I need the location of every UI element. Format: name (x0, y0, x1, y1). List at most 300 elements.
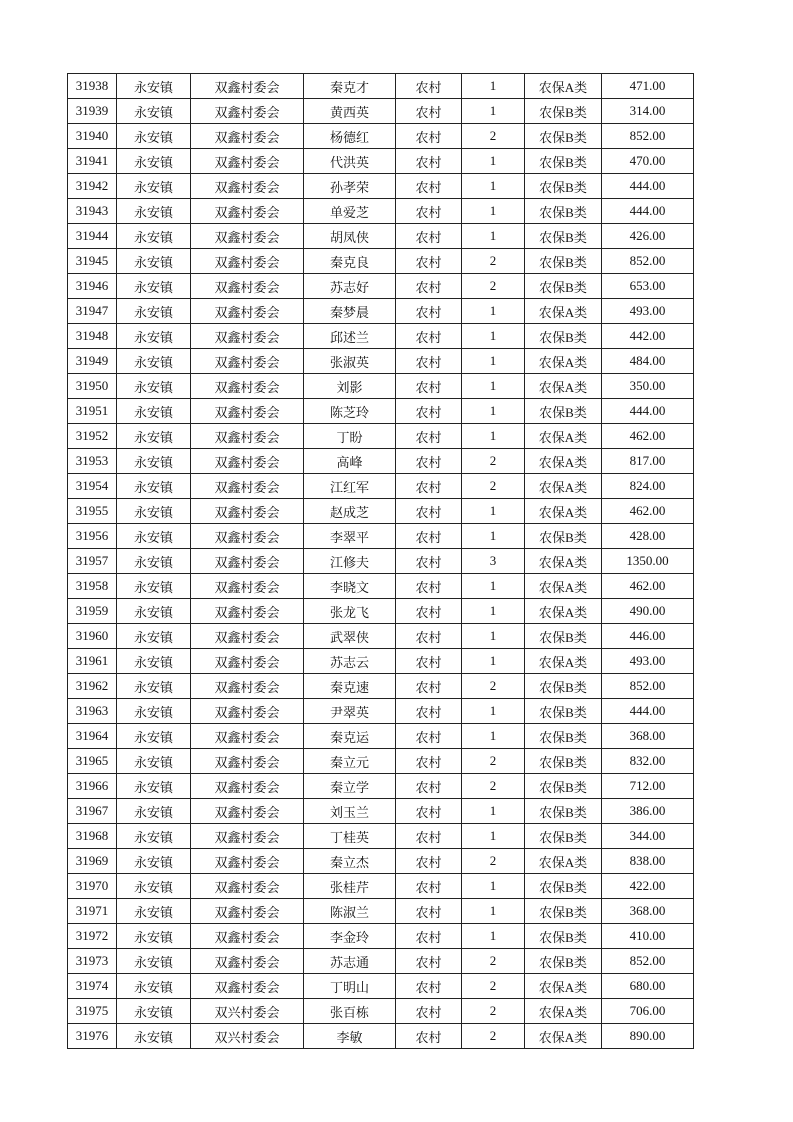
amount-cell: 471.00 (602, 74, 694, 99)
table-row (68, 299, 694, 324)
insurance-category-cell: 农保A类 (525, 849, 602, 874)
insurance-category-cell: 农保A类 (525, 499, 602, 524)
village-committee-cell: 双鑫村委会 (191, 474, 304, 499)
person-name-cell: 秦克运 (304, 724, 396, 749)
household-count-cell: 3 (462, 549, 525, 574)
insurance-category-cell: 农保B类 (525, 774, 602, 799)
town-cell: 永安镇 (117, 124, 191, 149)
amount-cell: 462.00 (602, 499, 694, 524)
town-cell: 永安镇 (117, 974, 191, 999)
household-count-cell: 1 (462, 924, 525, 949)
town-cell: 永安镇 (117, 424, 191, 449)
insurance-category-cell: 农保A类 (525, 549, 602, 574)
table-row (68, 674, 694, 699)
town-cell: 永安镇 (117, 599, 191, 624)
insurance-category-cell: 农保B类 (525, 524, 602, 549)
town-cell: 永安镇 (117, 149, 191, 174)
town-cell: 永安镇 (117, 399, 191, 424)
amount-cell: 386.00 (602, 799, 694, 824)
household-count-cell: 2 (462, 774, 525, 799)
village-committee-cell: 双鑫村委会 (191, 849, 304, 874)
residence-type-cell: 农村 (396, 374, 462, 399)
amount-cell: 824.00 (602, 474, 694, 499)
village-committee-cell: 双鑫村委会 (191, 749, 304, 774)
town-cell: 永安镇 (117, 274, 191, 299)
amount-cell: 368.00 (602, 899, 694, 924)
village-committee-cell: 双鑫村委会 (191, 674, 304, 699)
amount-cell: 422.00 (602, 874, 694, 899)
insurance-category-cell: 农保B类 (525, 799, 602, 824)
table-row (68, 774, 694, 799)
record-id-cell: 31971 (68, 899, 117, 924)
amount-cell: 444.00 (602, 699, 694, 724)
insurance-category-cell: 农保B类 (525, 399, 602, 424)
residence-type-cell: 农村 (396, 924, 462, 949)
residence-type-cell: 农村 (396, 549, 462, 574)
insurance-category-cell: 农保B类 (525, 324, 602, 349)
household-count-cell: 1 (462, 99, 525, 124)
table-row (68, 549, 694, 574)
household-count-cell: 1 (462, 574, 525, 599)
household-count-cell: 1 (462, 599, 525, 624)
town-cell: 永安镇 (117, 699, 191, 724)
household-count-cell: 1 (462, 349, 525, 374)
insurance-category-cell: 农保A类 (525, 999, 602, 1024)
records-table (67, 73, 694, 1049)
amount-cell: 428.00 (602, 524, 694, 549)
town-cell: 永安镇 (117, 999, 191, 1024)
town-cell: 永安镇 (117, 374, 191, 399)
household-count-cell: 1 (462, 499, 525, 524)
household-count-cell: 2 (462, 124, 525, 149)
residence-type-cell: 农村 (396, 424, 462, 449)
residence-type-cell: 农村 (396, 899, 462, 924)
village-committee-cell: 双鑫村委会 (191, 274, 304, 299)
table-row (68, 874, 694, 899)
amount-cell: 470.00 (602, 149, 694, 174)
amount-cell: 410.00 (602, 924, 694, 949)
person-name-cell: 邱述兰 (304, 324, 396, 349)
amount-cell: 706.00 (602, 999, 694, 1024)
town-cell: 永安镇 (117, 849, 191, 874)
person-name-cell: 江修夫 (304, 549, 396, 574)
record-id-cell: 31938 (68, 74, 117, 99)
household-count-cell: 1 (462, 624, 525, 649)
residence-type-cell: 农村 (396, 1024, 462, 1049)
household-count-cell: 1 (462, 74, 525, 99)
record-id-cell: 31940 (68, 124, 117, 149)
person-name-cell: 代洪英 (304, 149, 396, 174)
household-count-cell: 2 (462, 474, 525, 499)
residence-type-cell: 农村 (396, 724, 462, 749)
table-row (68, 799, 694, 824)
table-body (68, 74, 694, 1049)
village-committee-cell: 双鑫村委会 (191, 524, 304, 549)
residence-type-cell: 农村 (396, 649, 462, 674)
household-count-cell: 2 (462, 999, 525, 1024)
record-id-cell: 31948 (68, 324, 117, 349)
record-id-cell: 31954 (68, 474, 117, 499)
person-name-cell: 胡凤侠 (304, 224, 396, 249)
amount-cell: 368.00 (602, 724, 694, 749)
insurance-category-cell: 农保A类 (525, 424, 602, 449)
person-name-cell: 孙孝荣 (304, 174, 396, 199)
town-cell: 永安镇 (117, 449, 191, 474)
table-row (68, 324, 694, 349)
village-committee-cell: 双鑫村委会 (191, 799, 304, 824)
village-committee-cell: 双鑫村委会 (191, 574, 304, 599)
amount-cell: 852.00 (602, 674, 694, 699)
household-count-cell: 2 (462, 674, 525, 699)
record-id-cell: 31974 (68, 974, 117, 999)
residence-type-cell: 农村 (396, 524, 462, 549)
person-name-cell: 秦克速 (304, 674, 396, 699)
insurance-category-cell: 农保B类 (525, 249, 602, 274)
person-name-cell: 江红军 (304, 474, 396, 499)
person-name-cell: 尹翠英 (304, 699, 396, 724)
village-committee-cell: 双鑫村委会 (191, 774, 304, 799)
insurance-category-cell: 农保A类 (525, 974, 602, 999)
record-id-cell: 31961 (68, 649, 117, 674)
person-name-cell: 高峰 (304, 449, 396, 474)
table-row (68, 474, 694, 499)
residence-type-cell: 农村 (396, 774, 462, 799)
amount-cell: 712.00 (602, 774, 694, 799)
person-name-cell: 苏志通 (304, 949, 396, 974)
village-committee-cell: 双鑫村委会 (191, 424, 304, 449)
insurance-category-cell: 农保A类 (525, 599, 602, 624)
household-count-cell: 1 (462, 299, 525, 324)
insurance-category-cell: 农保B类 (525, 674, 602, 699)
table-row (68, 524, 694, 549)
table-row (68, 899, 694, 924)
amount-cell: 680.00 (602, 974, 694, 999)
town-cell: 永安镇 (117, 624, 191, 649)
table-row (68, 749, 694, 774)
amount-cell: 852.00 (602, 249, 694, 274)
village-committee-cell: 双鑫村委会 (191, 324, 304, 349)
household-count-cell: 1 (462, 424, 525, 449)
village-committee-cell: 双鑫村委会 (191, 949, 304, 974)
amount-cell: 484.00 (602, 349, 694, 374)
residence-type-cell: 农村 (396, 474, 462, 499)
table-row (68, 924, 694, 949)
insurance-category-cell: 农保B类 (525, 899, 602, 924)
town-cell: 永安镇 (117, 349, 191, 374)
town-cell: 永安镇 (117, 74, 191, 99)
residence-type-cell: 农村 (396, 824, 462, 849)
person-name-cell: 李翠平 (304, 524, 396, 549)
household-count-cell: 1 (462, 874, 525, 899)
record-id-cell: 31946 (68, 274, 117, 299)
village-committee-cell: 双鑫村委会 (191, 549, 304, 574)
table-row (68, 649, 694, 674)
town-cell: 永安镇 (117, 824, 191, 849)
record-id-cell: 31952 (68, 424, 117, 449)
village-committee-cell: 双鑫村委会 (191, 724, 304, 749)
insurance-category-cell: 农保B类 (525, 149, 602, 174)
table-row (68, 499, 694, 524)
household-count-cell: 1 (462, 174, 525, 199)
village-committee-cell: 双鑫村委会 (191, 374, 304, 399)
table-row (68, 174, 694, 199)
household-count-cell: 1 (462, 199, 525, 224)
insurance-category-cell: 农保A类 (525, 474, 602, 499)
village-committee-cell: 双鑫村委会 (191, 699, 304, 724)
village-committee-cell: 双鑫村委会 (191, 299, 304, 324)
amount-cell: 1350.00 (602, 549, 694, 574)
amount-cell: 462.00 (602, 424, 694, 449)
village-committee-cell: 双鑫村委会 (191, 399, 304, 424)
amount-cell: 444.00 (602, 174, 694, 199)
village-committee-cell: 双鑫村委会 (191, 874, 304, 899)
insurance-category-cell: 农保A类 (525, 574, 602, 599)
residence-type-cell: 农村 (396, 999, 462, 1024)
insurance-category-cell: 农保B类 (525, 699, 602, 724)
town-cell: 永安镇 (117, 499, 191, 524)
residence-type-cell: 农村 (396, 299, 462, 324)
town-cell: 永安镇 (117, 874, 191, 899)
town-cell: 永安镇 (117, 649, 191, 674)
table-row (68, 249, 694, 274)
village-committee-cell: 双鑫村委会 (191, 649, 304, 674)
residence-type-cell: 农村 (396, 149, 462, 174)
person-name-cell: 杨德红 (304, 124, 396, 149)
person-name-cell: 秦立杰 (304, 849, 396, 874)
town-cell: 永安镇 (117, 799, 191, 824)
village-committee-cell: 双鑫村委会 (191, 499, 304, 524)
amount-cell: 890.00 (602, 1024, 694, 1049)
amount-cell: 493.00 (602, 299, 694, 324)
insurance-category-cell: 农保B类 (525, 749, 602, 774)
household-count-cell: 1 (462, 374, 525, 399)
town-cell: 永安镇 (117, 199, 191, 224)
record-id-cell: 31968 (68, 824, 117, 849)
record-id-cell: 31957 (68, 549, 117, 574)
town-cell: 永安镇 (117, 99, 191, 124)
insurance-category-cell: 农保A类 (525, 449, 602, 474)
town-cell: 永安镇 (117, 924, 191, 949)
village-committee-cell: 双鑫村委会 (191, 199, 304, 224)
record-id-cell: 31950 (68, 374, 117, 399)
person-name-cell: 丁桂英 (304, 824, 396, 849)
village-committee-cell: 双鑫村委会 (191, 249, 304, 274)
village-committee-cell: 双鑫村委会 (191, 974, 304, 999)
insurance-category-cell: 农保A类 (525, 649, 602, 674)
record-id-cell: 31945 (68, 249, 117, 274)
person-name-cell: 陈淑兰 (304, 899, 396, 924)
insurance-category-cell: 农保A类 (525, 374, 602, 399)
household-count-cell: 1 (462, 649, 525, 674)
person-name-cell: 李晓文 (304, 574, 396, 599)
record-id-cell: 31975 (68, 999, 117, 1024)
household-count-cell: 2 (462, 849, 525, 874)
record-id-cell: 31960 (68, 624, 117, 649)
person-name-cell: 秦立元 (304, 749, 396, 774)
insurance-category-cell: 农保B类 (525, 274, 602, 299)
household-count-cell: 1 (462, 524, 525, 549)
person-name-cell: 单爱芝 (304, 199, 396, 224)
record-id-cell: 31955 (68, 499, 117, 524)
record-id-cell: 31951 (68, 399, 117, 424)
amount-cell: 444.00 (602, 399, 694, 424)
table-row (68, 424, 694, 449)
insurance-category-cell: 农保A类 (525, 299, 602, 324)
person-name-cell: 黄西英 (304, 99, 396, 124)
amount-cell: 653.00 (602, 274, 694, 299)
record-id-cell: 31947 (68, 299, 117, 324)
residence-type-cell: 农村 (396, 399, 462, 424)
person-name-cell: 张桂芹 (304, 874, 396, 899)
record-id-cell: 31956 (68, 524, 117, 549)
table-row (68, 224, 694, 249)
village-committee-cell: 双鑫村委会 (191, 824, 304, 849)
residence-type-cell: 农村 (396, 799, 462, 824)
residence-type-cell: 农村 (396, 349, 462, 374)
town-cell: 永安镇 (117, 324, 191, 349)
person-name-cell: 秦克良 (304, 249, 396, 274)
record-id-cell: 31965 (68, 749, 117, 774)
insurance-category-cell: 农保B类 (525, 874, 602, 899)
table-row (68, 699, 694, 724)
amount-cell: 462.00 (602, 574, 694, 599)
residence-type-cell: 农村 (396, 224, 462, 249)
residence-type-cell: 农村 (396, 624, 462, 649)
record-id-cell: 31967 (68, 799, 117, 824)
person-name-cell: 陈芝玲 (304, 399, 396, 424)
insurance-category-cell: 农保A类 (525, 349, 602, 374)
village-committee-cell: 双鑫村委会 (191, 624, 304, 649)
amount-cell: 852.00 (602, 949, 694, 974)
household-count-cell: 2 (462, 449, 525, 474)
table-row (68, 599, 694, 624)
household-count-cell: 2 (462, 749, 525, 774)
village-committee-cell: 双鑫村委会 (191, 99, 304, 124)
record-id-cell: 31963 (68, 699, 117, 724)
insurance-category-cell: 农保B类 (525, 624, 602, 649)
table-row (68, 724, 694, 749)
insurance-category-cell: 农保B类 (525, 199, 602, 224)
person-name-cell: 苏志云 (304, 649, 396, 674)
amount-cell: 446.00 (602, 624, 694, 649)
insurance-category-cell: 农保B类 (525, 224, 602, 249)
town-cell: 永安镇 (117, 749, 191, 774)
village-committee-cell: 双兴村委会 (191, 999, 304, 1024)
town-cell: 永安镇 (117, 524, 191, 549)
household-count-cell: 1 (462, 799, 525, 824)
table-row (68, 349, 694, 374)
residence-type-cell: 农村 (396, 324, 462, 349)
village-committee-cell: 双鑫村委会 (191, 899, 304, 924)
amount-cell: 350.00 (602, 374, 694, 399)
town-cell: 永安镇 (117, 899, 191, 924)
residence-type-cell: 农村 (396, 74, 462, 99)
town-cell: 永安镇 (117, 249, 191, 274)
table-row (68, 149, 694, 174)
record-id-cell: 31976 (68, 1024, 117, 1049)
insurance-category-cell: 农保B类 (525, 124, 602, 149)
residence-type-cell: 农村 (396, 99, 462, 124)
person-name-cell: 李金玲 (304, 924, 396, 949)
village-committee-cell: 双鑫村委会 (191, 74, 304, 99)
record-id-cell: 31958 (68, 574, 117, 599)
residence-type-cell: 农村 (396, 574, 462, 599)
amount-cell: 314.00 (602, 99, 694, 124)
amount-cell: 442.00 (602, 324, 694, 349)
table-row (68, 824, 694, 849)
table-row (68, 274, 694, 299)
town-cell: 永安镇 (117, 774, 191, 799)
record-id-cell: 31972 (68, 924, 117, 949)
insurance-category-cell: 农保A类 (525, 74, 602, 99)
table-row (68, 849, 694, 874)
record-id-cell: 31944 (68, 224, 117, 249)
residence-type-cell: 农村 (396, 249, 462, 274)
record-id-cell: 31949 (68, 349, 117, 374)
household-count-cell: 1 (462, 699, 525, 724)
residence-type-cell: 农村 (396, 499, 462, 524)
amount-cell: 838.00 (602, 849, 694, 874)
table-row (68, 199, 694, 224)
residence-type-cell: 农村 (396, 749, 462, 774)
record-id-cell: 31969 (68, 849, 117, 874)
person-name-cell: 武翠侠 (304, 624, 396, 649)
table-row (68, 1024, 694, 1049)
residence-type-cell: 农村 (396, 599, 462, 624)
record-id-cell: 31964 (68, 724, 117, 749)
table-row (68, 99, 694, 124)
household-count-cell: 1 (462, 224, 525, 249)
residence-type-cell: 农村 (396, 674, 462, 699)
amount-cell: 444.00 (602, 199, 694, 224)
person-name-cell: 张百栋 (304, 999, 396, 1024)
town-cell: 永安镇 (117, 549, 191, 574)
table-row (68, 974, 694, 999)
person-name-cell: 刘影 (304, 374, 396, 399)
record-id-cell: 31959 (68, 599, 117, 624)
household-count-cell: 1 (462, 824, 525, 849)
household-count-cell: 1 (462, 899, 525, 924)
town-cell: 永安镇 (117, 574, 191, 599)
household-count-cell: 1 (462, 399, 525, 424)
residence-type-cell: 农村 (396, 874, 462, 899)
record-id-cell: 31941 (68, 149, 117, 174)
village-committee-cell: 双鑫村委会 (191, 224, 304, 249)
amount-cell: 490.00 (602, 599, 694, 624)
insurance-category-cell: 农保B类 (525, 924, 602, 949)
village-committee-cell: 双鑫村委会 (191, 349, 304, 374)
record-id-cell: 31966 (68, 774, 117, 799)
town-cell: 永安镇 (117, 474, 191, 499)
household-count-cell: 1 (462, 324, 525, 349)
town-cell: 永安镇 (117, 724, 191, 749)
residence-type-cell: 农村 (396, 449, 462, 474)
insurance-category-cell: 农保B类 (525, 949, 602, 974)
table-row (68, 374, 694, 399)
residence-type-cell: 农村 (396, 274, 462, 299)
insurance-category-cell: 农保B类 (525, 724, 602, 749)
person-name-cell: 苏志好 (304, 274, 396, 299)
insurance-category-cell: 农保B类 (525, 824, 602, 849)
record-id-cell: 31953 (68, 449, 117, 474)
residence-type-cell: 农村 (396, 174, 462, 199)
amount-cell: 852.00 (602, 124, 694, 149)
record-id-cell: 31943 (68, 199, 117, 224)
table-row (68, 399, 694, 424)
record-id-cell: 31939 (68, 99, 117, 124)
record-id-cell: 31973 (68, 949, 117, 974)
record-id-cell: 31942 (68, 174, 117, 199)
